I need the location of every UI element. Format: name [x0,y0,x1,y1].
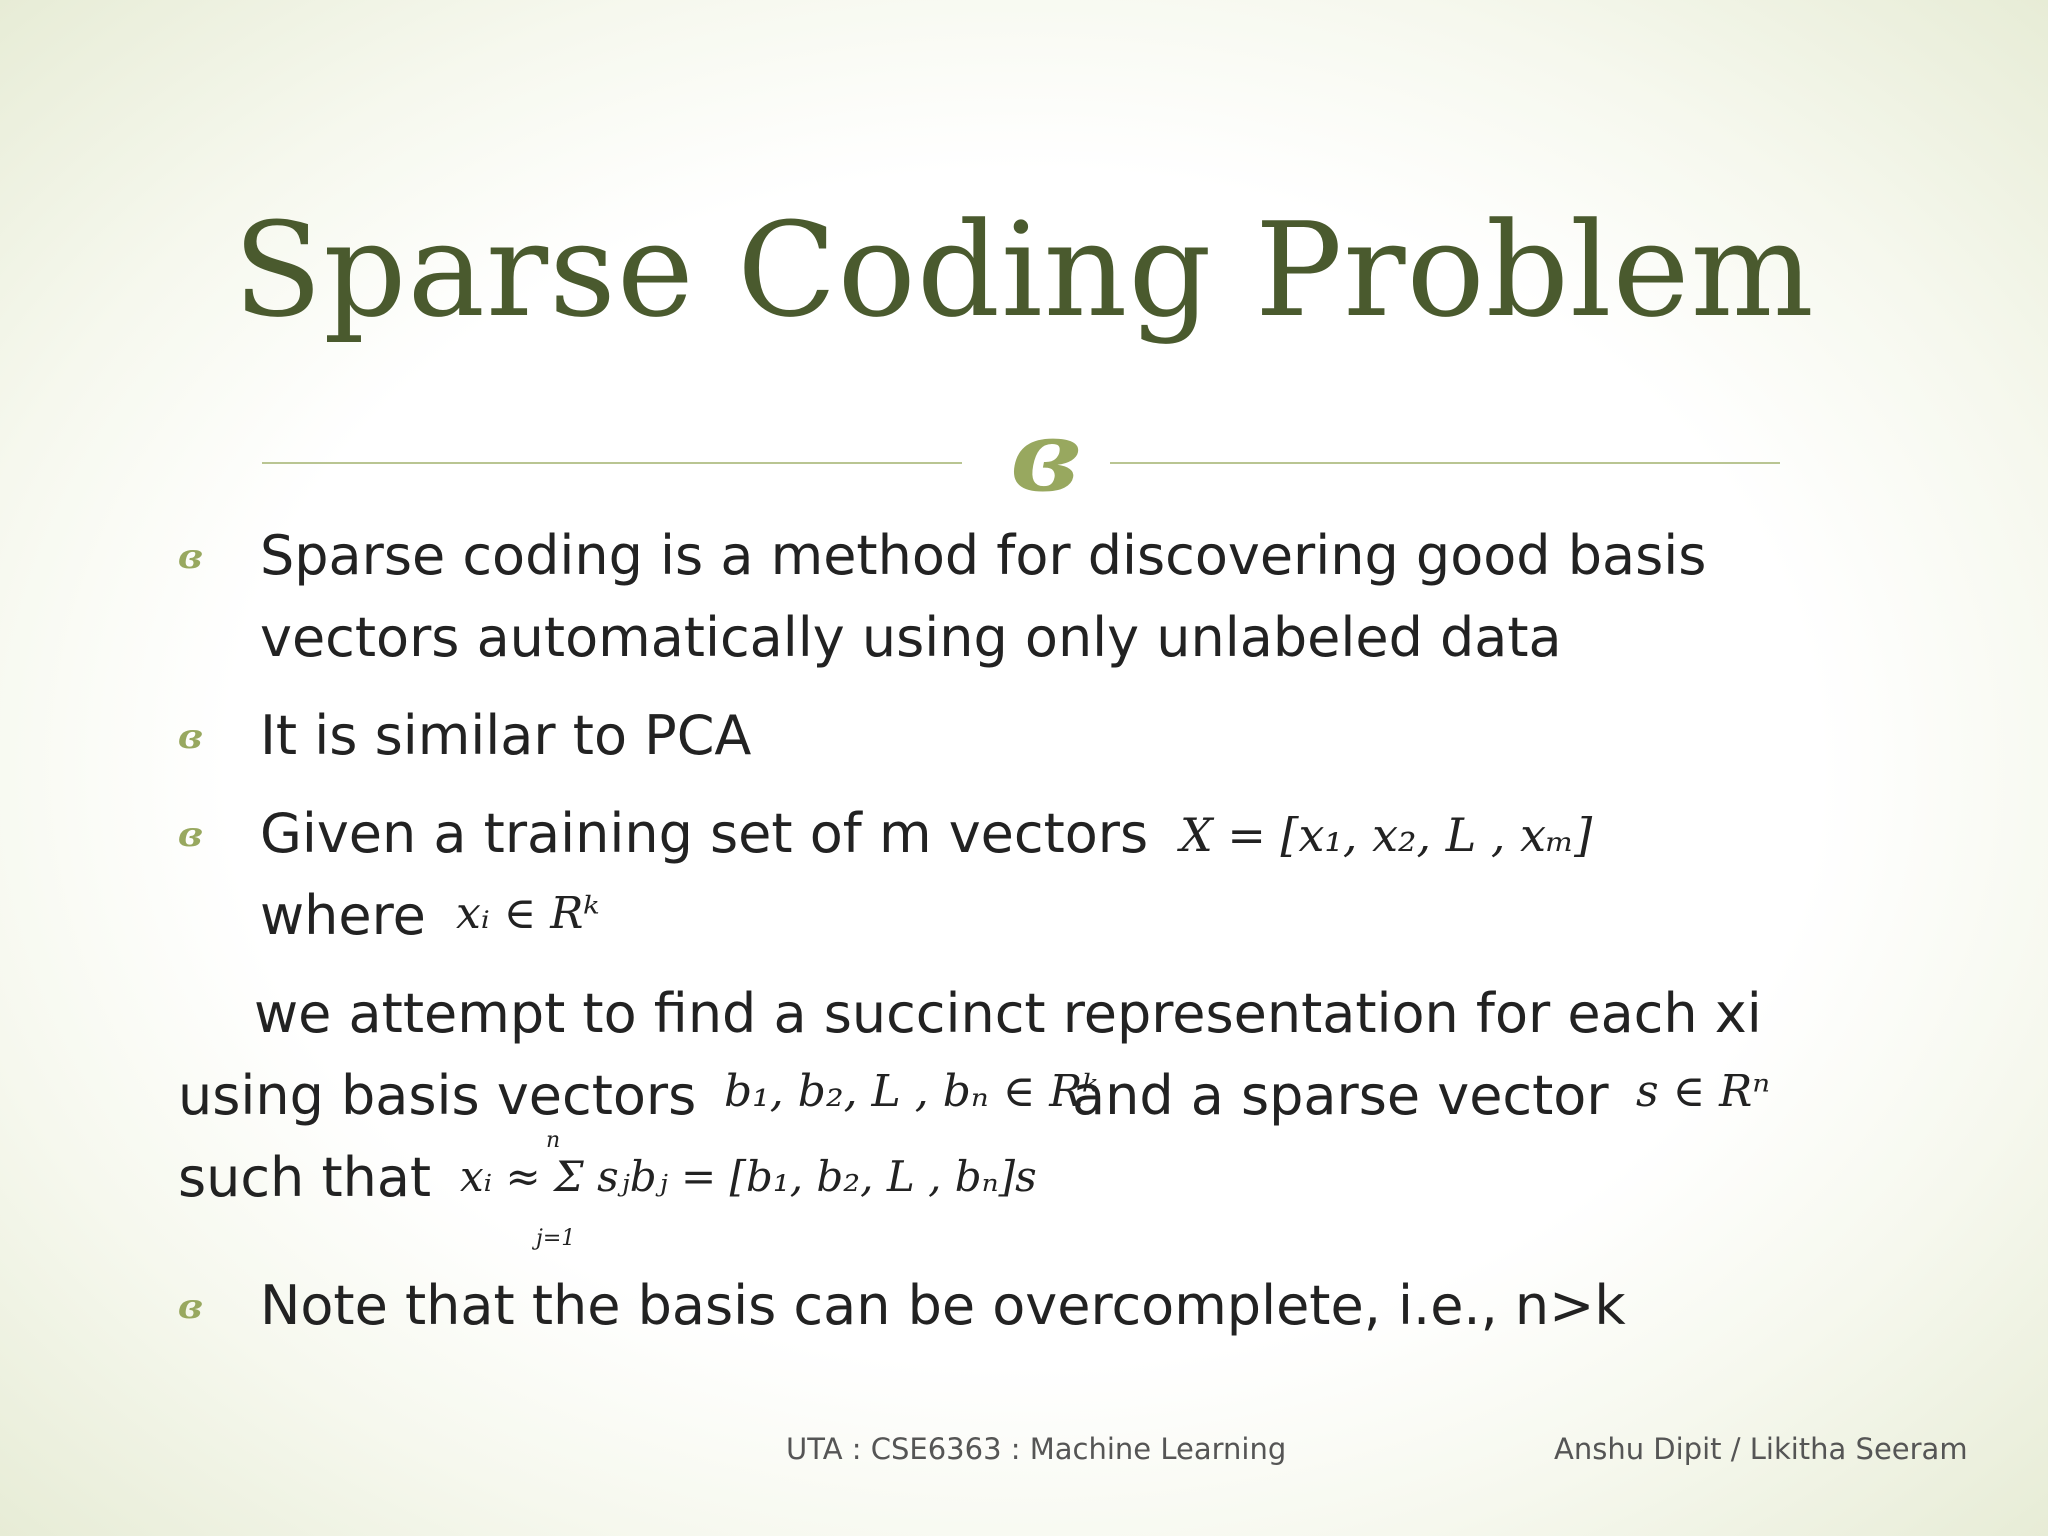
bullet-3-line-1: Given a training set of m vectors [260,802,1149,865]
training-set-formula: X = [x₁, x₂, L , xₘ] [1180,808,1593,862]
paragraph-line-1: we attempt to find a succinct representation for each xi [254,982,1762,1045]
sum-upper-limit: n [546,1128,561,1153]
paragraph-line-3: such that [178,1146,432,1209]
title-divider-left [262,462,962,464]
bullet-1-line-2: vectors automatically using only unlabeled data [260,606,1562,669]
ornament-flourish-icon: ɞ [1010,400,1080,513]
title-divider-right [1110,462,1780,464]
slide-title: Sparse Coding Problem [233,194,1815,346]
bullet-flourish-icon: ɞ [178,537,203,577]
bullet-flourish-icon: ɞ [178,717,203,757]
paragraph-line-2b: and a sparse vector [1072,1064,1609,1127]
bullet-2-text: It is similar to PCA [260,704,752,767]
footer-authors: Anshu Dipit / Likitha Seeram [1554,1432,1968,1466]
sparse-vector-formula: s ∈ Rⁿ [1636,1066,1771,1117]
xi-membership-formula: xᵢ ∈ Rᵏ [456,888,600,939]
bullet-3-line-2: where [260,884,426,947]
footer-course: UTA : CSE6363 : Machine Learning [786,1432,1287,1466]
bullet-4-text: Note that the basis can be overcomplete, i.e., n>k [260,1274,1626,1337]
basis-vectors-formula: b₁, b₂, L , bₙ ∈ Rᵏ [724,1066,1099,1117]
bullet-flourish-icon: ɞ [178,815,203,855]
approximation-formula: xᵢ ≈ Σ sⱼbⱼ = [b₁, b₂, L , bₙ]s [460,1152,1037,1201]
bullet-1-line-1: Sparse coding is a method for discovering good basis [260,524,1707,587]
bullet-flourish-icon: ɞ [178,1287,203,1327]
paragraph-line-2a: using basis vectors [178,1064,697,1127]
sum-lower-limit: j=1 [536,1226,576,1251]
